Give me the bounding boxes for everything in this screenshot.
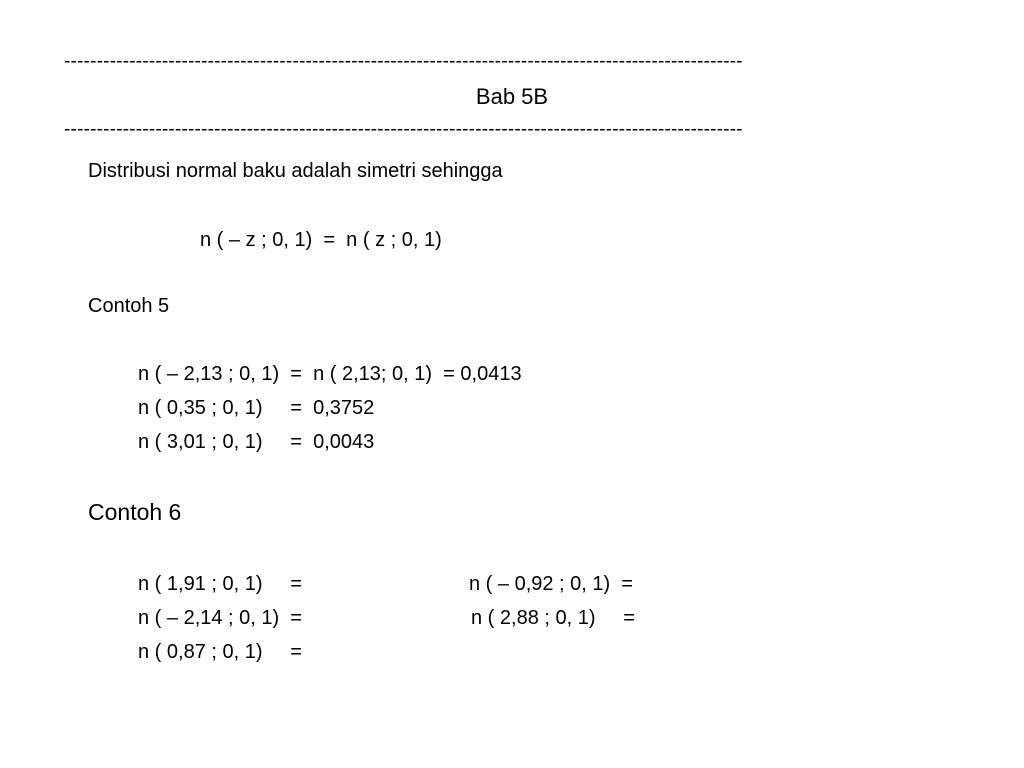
example-6-heading: Contoh 6 xyxy=(88,499,182,525)
example-5-line: n ( 3,01 ; 0, 1) = 0,0043 xyxy=(138,431,375,453)
intro-text: Distribusi normal baku adalah simetri sehingga xyxy=(88,160,503,182)
example-6-right-line: n ( – 0,92 ; 0, 1) = xyxy=(469,573,633,595)
bottom-divider: -------------------------------------------------------------------------------------------------------- xyxy=(64,120,743,140)
example-6-left-line: n ( 1,91 ; 0, 1) = xyxy=(138,573,302,595)
top-divider: -------------------------------------------------------------------------------------------------------- xyxy=(64,52,743,72)
example-6-right-line: n ( 2,88 ; 0, 1) = xyxy=(471,607,635,629)
example-6-left-line: n ( – 2,14 ; 0, 1) = xyxy=(138,607,302,629)
example-5-line: n ( 0,35 ; 0, 1) = 0,3752 xyxy=(138,397,375,419)
example-5-heading: Contoh 5 xyxy=(88,295,170,317)
example-6-left-line: n ( 0,87 ; 0, 1) = xyxy=(138,641,302,663)
example-5-line: n ( – 2,13 ; 0, 1) = n ( 2,13; 0, 1) = 0,0413 xyxy=(138,363,522,385)
page-title: Bab 5B xyxy=(475,84,549,109)
symmetry-formula: n ( – z ; 0, 1) = n ( z ; 0, 1) xyxy=(200,229,442,251)
